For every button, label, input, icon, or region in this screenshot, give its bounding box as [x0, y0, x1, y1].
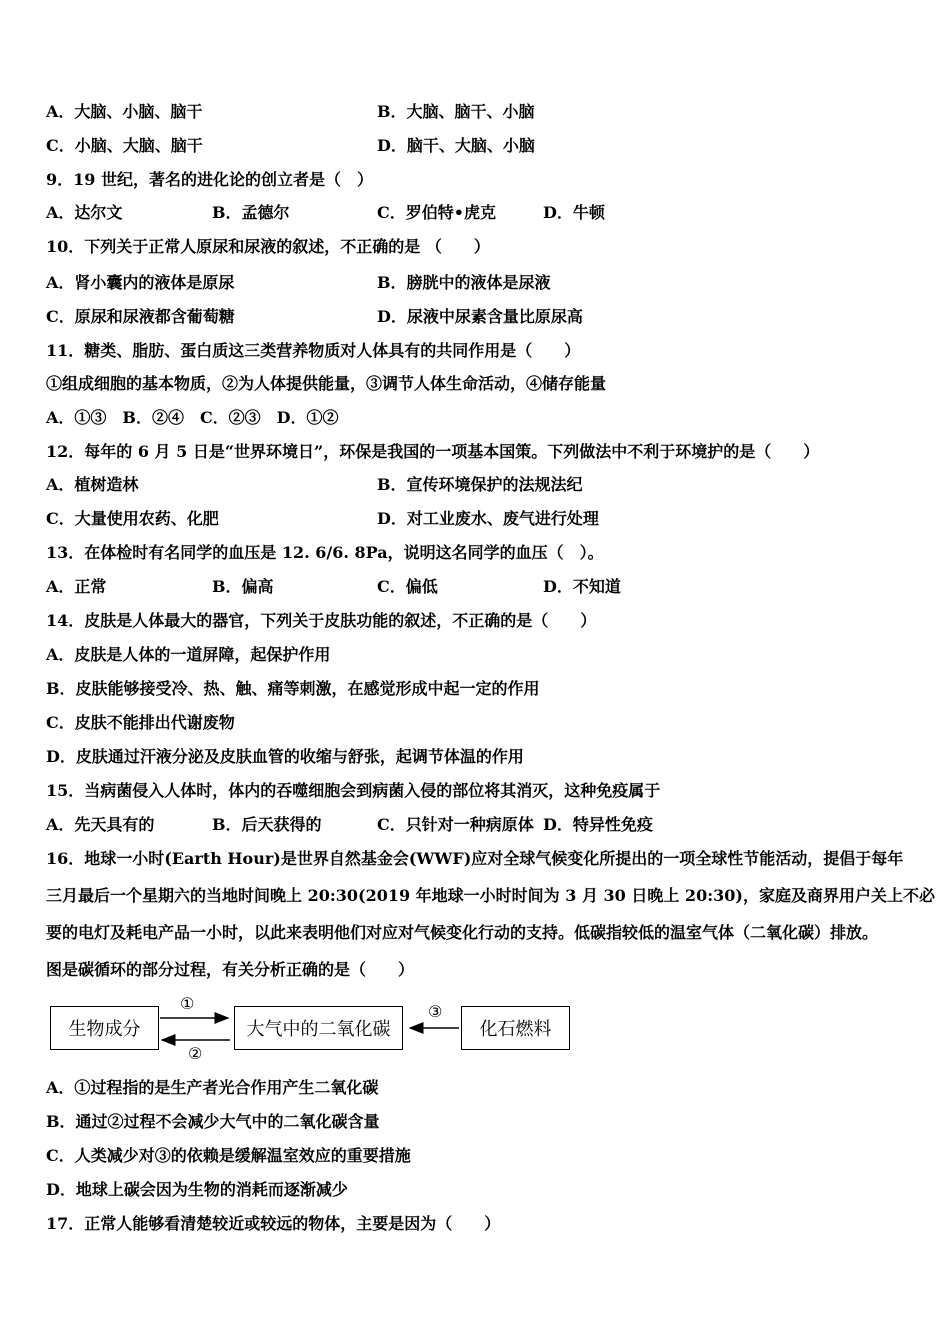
q10-option-d: D．尿液中尿素含量比原尿高 — [377, 307, 583, 326]
q15-stem: 15．当病菌侵入人体时，体内的吞噬细胞会到病菌入侵的部位将其消灭，这种免疫属于 — [46, 781, 661, 800]
q16-stem-line: 16．地球一小时(Earth Hour)是世界自然基金会(WWF)应对全球气候变化所提出的一项全球性节能活动，提倡于每年 — [46, 849, 904, 868]
q13-option-d: D．不知道 — [543, 577, 621, 596]
q16-option-c: C．人类减少对③的依赖是缓解温室效应的重要措施 — [46, 1146, 411, 1165]
q11-options: A．①③ B．②④ C．②③ D．①② — [46, 408, 339, 427]
q15-option-a: A．先天具有的 — [46, 815, 155, 834]
box-fossil-fuels: 化石燃料 — [461, 1006, 570, 1050]
q9-option-c: C．罗伯特•虎克 — [377, 203, 496, 222]
q15-option-b: B．后天获得的 — [212, 815, 322, 834]
q11-statements: ①组成细胞的基本物质，②为人体提供能量，③调节人体生命活动，④储存能量 — [46, 374, 607, 393]
q8-option-b: B．大脑、脑干、小脑 — [377, 102, 535, 121]
q12-stem: 12．每年的 6 月 5 日是“世界环境日”，环保是我国的一项基本国策。下列做法中不利于环境护的是（ ） — [46, 442, 820, 461]
q14-stem: 14．皮肤是人体最大的器官，下列关于皮肤功能的叙述，不正确的是（ ） — [46, 611, 597, 630]
q16-option-d: D．地球上碳会因为生物的消耗而逐渐减少 — [46, 1180, 348, 1199]
q10-option-c: C．原尿和尿液都含葡萄糖 — [46, 307, 235, 326]
q10-option-a: A．肾小囊内的液体是原尿 — [46, 273, 235, 292]
q9-option-d: D．牛顿 — [543, 203, 605, 222]
q14-option-b: B．皮肤能够接受冷、热、触、痛等刺激，在感觉形成中起一定的作用 — [46, 679, 540, 698]
q12-option-a: A．植树造林 — [46, 475, 139, 494]
box-atmospheric-co2: 大气中的二氧化碳 — [234, 1006, 403, 1050]
q13-option-a: A．正常 — [46, 577, 107, 596]
q8-option-a: A．大脑、小脑、脑干 — [46, 102, 203, 121]
q8-option-d: D．脑干、大脑、小脑 — [377, 136, 535, 155]
q9-option-a: A．达尔文 — [46, 203, 123, 222]
q9-stem: 9．19 世纪，著名的进化论的创立者是（ ） — [46, 170, 373, 189]
label-process-3: ③ — [428, 1002, 443, 1021]
q12-option-c: C．大量使用农药、化肥 — [46, 509, 219, 528]
q16-stem-line: 三月最后一个星期六的当地时间晚上 20:30(2019 年地球一小时时间为 3 月 30 日晚上 20:30)，家庭及商界用户关上不必 — [46, 886, 935, 905]
q13-stem: 13．在体检时有名同学的血压是 12. 6/6. 8Pa，说明这名同学的血压（ ）。 — [46, 543, 604, 562]
q14-option-c: C．皮肤不能排出代谢废物 — [46, 713, 235, 732]
box-biological-components: 生物成分 — [50, 1006, 159, 1050]
q14-option-a: A．皮肤是人体的一道屏障，起保护作用 — [46, 645, 331, 664]
q16-option-b: B．通过②过程不会减少大气中的二氧化碳含量 — [46, 1112, 380, 1131]
q11-stem: 11．糖类、脂肪、蛋白质这三类营养物质对人体具有的共同作用是（ ） — [46, 341, 581, 360]
q13-option-b: B．偏高 — [212, 577, 274, 596]
q17-stem: 17．正常人能够看清楚较近或较远的物体，主要是因为（ ） — [46, 1214, 501, 1233]
label-process-2: ② — [188, 1044, 203, 1063]
label-process-1: ① — [180, 994, 195, 1013]
q14-option-d: D．皮肤通过汗液分泌及皮肤血管的收缩与舒张，起调节体温的作用 — [46, 747, 524, 766]
q10-stem: 10．下列关于正常人原尿和尿液的叙述，不正确的是 （ ） — [46, 237, 490, 256]
q15-option-c: C．只针对一种病原体 — [377, 815, 534, 834]
q16-option-a: A．①过程指的是生产者光合作用产生二氧化碳 — [46, 1078, 379, 1097]
q9-option-b: B．孟德尔 — [212, 203, 290, 222]
q13-option-c: C．偏低 — [377, 577, 438, 596]
q16-stem-line: 图是碳循环的部分过程，有关分析正确的是（ ） — [46, 960, 415, 979]
q15-option-d: D．特异性免疫 — [543, 815, 653, 834]
q10-option-b: B．膀胱中的液体是尿液 — [377, 273, 551, 292]
q8-option-c: C．小脑、大脑、脑干 — [46, 136, 203, 155]
q12-option-d: D．对工业废水、废气进行处理 — [377, 509, 599, 528]
q12-option-b: B．宣传环境保护的法规法纪 — [377, 475, 583, 494]
q16-stem-line: 要的电灯及耗电产品一小时，以此来表明他们对应对气候变化行动的支持。低碳指较低的温室气体（二氧化碳）排放。 — [46, 923, 879, 942]
